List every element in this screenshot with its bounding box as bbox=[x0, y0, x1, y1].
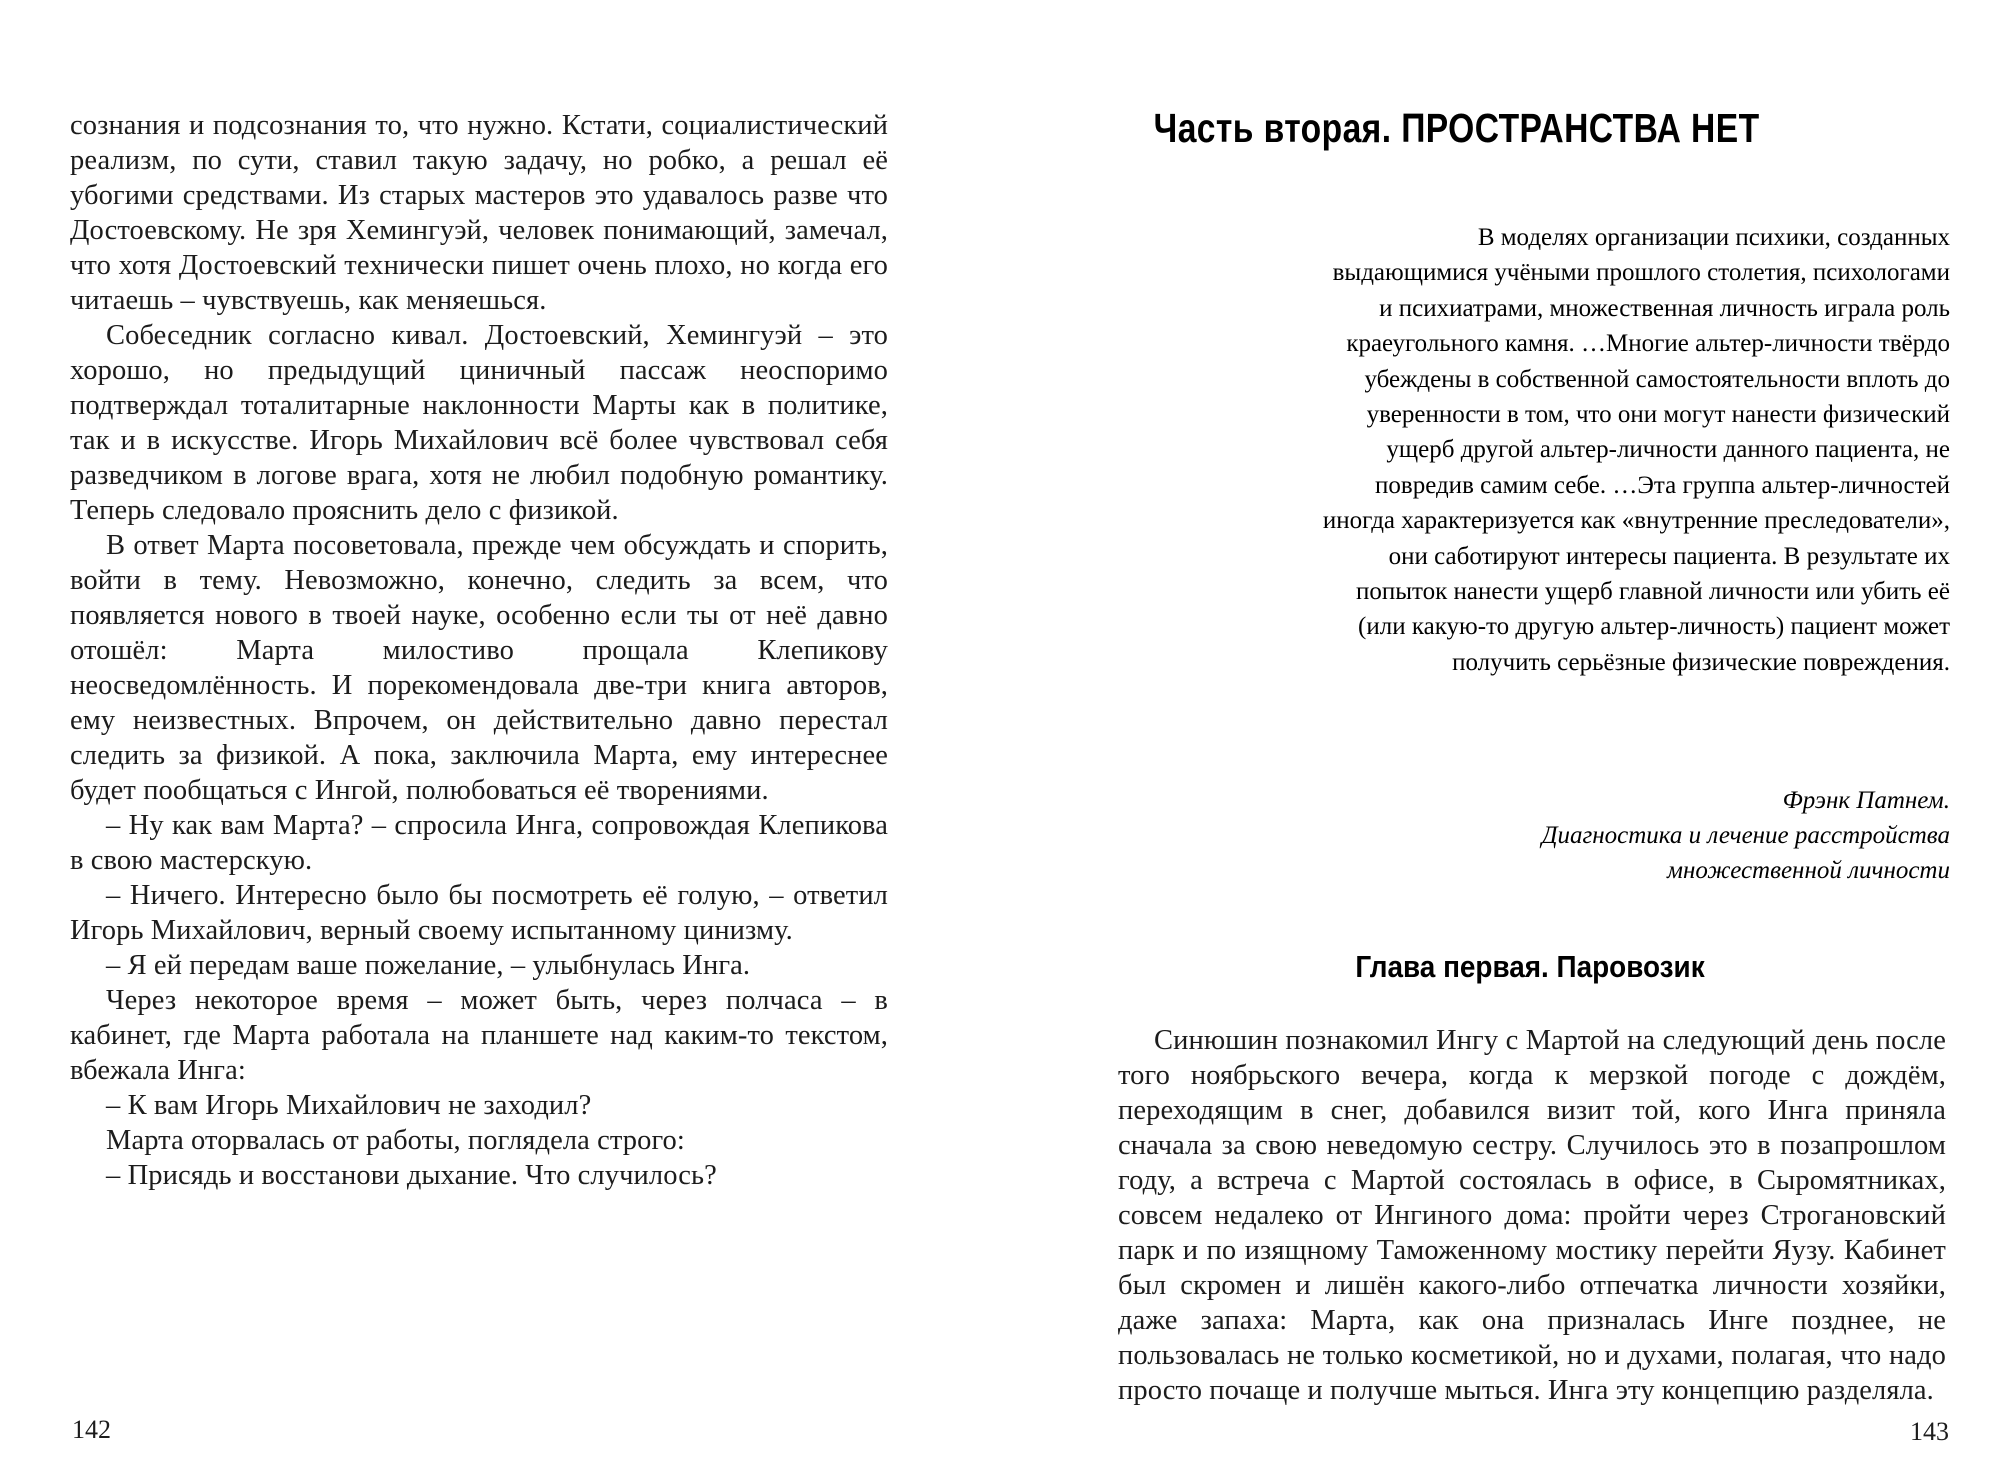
left-paragraph-10: – Присядь и восстанови дыхание. Что случилось? bbox=[106, 1160, 717, 1191]
part-title: Часть вторая. ПРОСТРАНСТВА НЕТ bbox=[1153, 105, 1760, 151]
left-paragraph-9: Марта оторвалась от работы, поглядела строго: bbox=[106, 1125, 685, 1156]
epigraph-text: В моделях организации психики, созданных выдающимися учёными прошлого столетия, психологами и психиатрами, множественная личность играла роль краеугольного камня. …Многие альтер-личности твёрдо убеждены в собственной самостоятельности вплоть до уверенности в том, что они могут нанести физический ущерб другой альтер-личности данного пациента, не повредив самим себе. …Эта группа альтер-личностей иногда характеризуется как «внутренние преследователи», они саботируют интересы пациента. В результате их попыток нанести ущерб главной личности или убить её (или какую-то другую альтер-личность) пациент может получить серьёзные физические повреждения. bbox=[1322, 224, 1950, 676]
left-page bbox=[0, 0, 980, 1480]
left-paragraph-3: В ответ Марта посоветовала, прежде чем обсуждать и спорить, войти в тему. Невозможно, конечно, следить за всем, что появляется нового в твоей науке, особенно если ты от неё давно отошёл: Марта милостиво прощала Клепикову неосведомлённость. И порекомендовала две-три книга авторов, ему неизвестных. Впрочем, он действительно давно перестал следить за физикой. А пока, заключила Марта, ему интереснее будет пообщаться с Ингой, полюбоваться её творениями. bbox=[70, 530, 888, 806]
page-number-left: 142 bbox=[72, 1415, 111, 1444]
left-paragraph-5: – Ничего. Интересно было бы посмотреть её голую, – ответил Игорь Михайлович, верный своему испытанному цинизму. bbox=[70, 880, 888, 946]
left-paragraph-2: Собеседник согласно кивал. Достоевский, Хемингуэй – это хорошо, но предыдущий циничный пассаж неоспоримо подтверждал тоталитарные наклонности Марты как в политике, так и в искусстве. Игорь Михайлович всё более чувствовал себя разведчиком в логове врага, хотя не любил подобную романтику. Теперь следовало прояснить дело с физикой. bbox=[70, 320, 888, 526]
left-paragraph-4: – Ну как вам Марта? – спросила Инга, сопровождая Клепикова в свою мастерскую. bbox=[70, 810, 888, 876]
epigraph-author: Фрэнк Патнем. bbox=[1782, 787, 1950, 814]
chapter-title: Глава первая. Паровозик bbox=[1355, 949, 1705, 984]
left-paragraph-1: сознания и подсознания то, что нужно. Кстати, социалистический реализм, по сути, ставил такую задачу, но робко, а решал её убогими средствами. Из старых мастеров это удавалось разве что Достоевскому. Не зря Хемингуэй, человек понимающий, замечал, что хотя Достоевский технически пишет очень плохо, но когда его читаешь – чувствуешь, как меняешься. bbox=[70, 110, 888, 316]
epigraph-source: Диагностика и лечение расстройства множественной личности bbox=[1541, 822, 1950, 884]
right-paragraph-1: Синюшин познакомил Ингу с Мартой на следующий день после того ноябрьского вечера, когда к мерзкой погоде с дождём, переходящим в снег, добавился визит той, кого Инга приняла сначала за свою неведомую сестру. Случилось это в позапрошлом году, а встреча с Мартой состоялась в офисе, в Сыромятниках, совсем недалеко от Ингиного дома: пройти через Строгановский парк и по изящному Таможенному мостику перейти Яузу. Кабинет был скромен и лишён какого-либо отпечатка личности хозяйки, даже запаха: Марта, как она призналась Инге позднее, не пользовалась не только косметикой, но и духами, полагая, что надо просто почаще и получше мыться. Инга эту концепцию разделяла. bbox=[1118, 1025, 1946, 1406]
left-paragraph-7: Через некоторое время – может быть, через полчаса – в кабинет, где Марта работала на планшете над каким-то текстом, вбежала Инга: bbox=[70, 985, 888, 1086]
left-paragraph-6: – Я ей передам ваше пожелание, – улыбнулась Инга. bbox=[106, 950, 751, 981]
left-paragraph-8: – К вам Игорь Михайлович не заходил? bbox=[106, 1090, 592, 1121]
page-number-right: 143 bbox=[1910, 1417, 1949, 1446]
